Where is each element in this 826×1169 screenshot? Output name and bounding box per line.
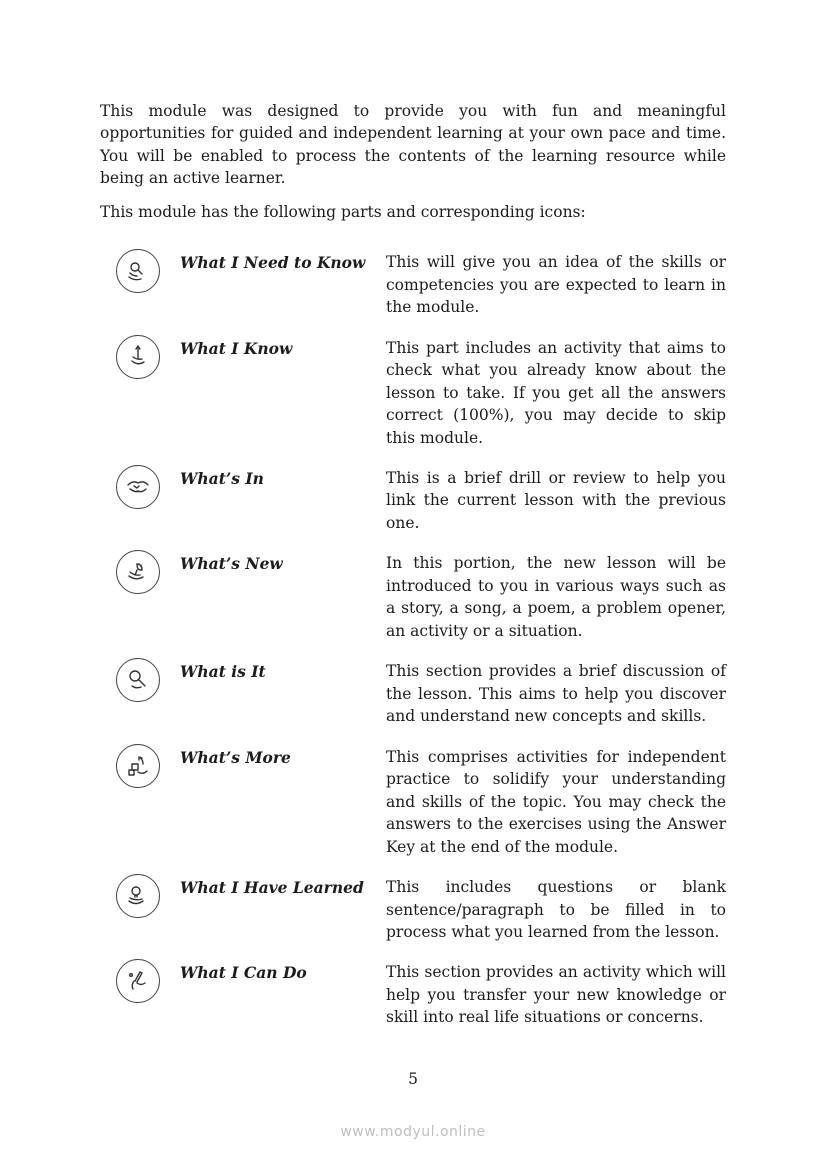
hand-pencil-icon [116,335,160,379]
part-description: This part includes an activity that aims to check what you already know about the lesson to take. If you get all the answers correct (100%), you may decide to skip this module. [386,338,726,447]
footer-watermark: www.modyul.online [340,1124,486,1140]
table-row [100,742,726,858]
table-row [100,333,726,449]
part-label: What I Can Do [180,963,307,983]
part-label: What I Know [180,338,293,358]
hand-blocks-icon [116,744,160,788]
part-label: What is It [180,662,266,682]
part-description: This includes questions or blank sentence/paragraph to be filled in to process what you learned from the lesson. [386,878,726,941]
hand-lightbulb-icon [116,874,160,918]
part-label: What’s New [180,554,283,574]
part-description: This will give you an idea of the skills or competencies you are expected to learn in the module. [386,253,726,317]
hand-magnifier-icon [116,249,160,293]
module-parts-table [100,247,726,1029]
part-description: This is a brief drill or review to help you link the current lesson with the previous one. [386,469,726,532]
hand-writing-icon [116,959,160,1003]
part-description: This comprises activities for independent practice to solidify your understanding and skills of the topic. You may check the answers to the exercises using the Answer Key at the end of the module. [386,747,726,856]
part-label: What I Need to Know [180,253,366,273]
table-row [100,872,726,943]
table-row [100,463,726,534]
table-row [100,247,726,318]
intro-paragraph: This module was designed to provide you with fun and meaningful opportunities for guided and independent learning at your own pace and time. You will be enabled to process the contents of the learning resource while being an active learner. [100,102,726,187]
part-label: What I Have Learned [180,878,364,898]
table-row [100,656,726,727]
hand-leaf-icon [116,550,160,594]
page-number: 5 [408,1070,418,1088]
part-description: In this portion, the new lesson will be introduced to you in various ways such as a story, a song, a poem, a problem opener, an activity or a situation. [386,554,726,640]
table-row [100,957,726,1028]
part-description: This section provides a brief discussion of the lesson. This aims to help you discover and understand new concepts and skills. [386,662,726,726]
magnifying-glass-icon [116,658,160,702]
part-label: What’s More [180,747,291,767]
table-row [100,548,726,642]
hands-linking-icon [116,465,160,509]
part-description: This section provides an activity which will help you transfer your new knowledge or skill into real life situations or concerns. [386,963,726,1027]
parts-intro-paragraph: This module has the following parts and corresponding icons: [100,203,586,222]
part-label: What’s In [180,469,264,488]
